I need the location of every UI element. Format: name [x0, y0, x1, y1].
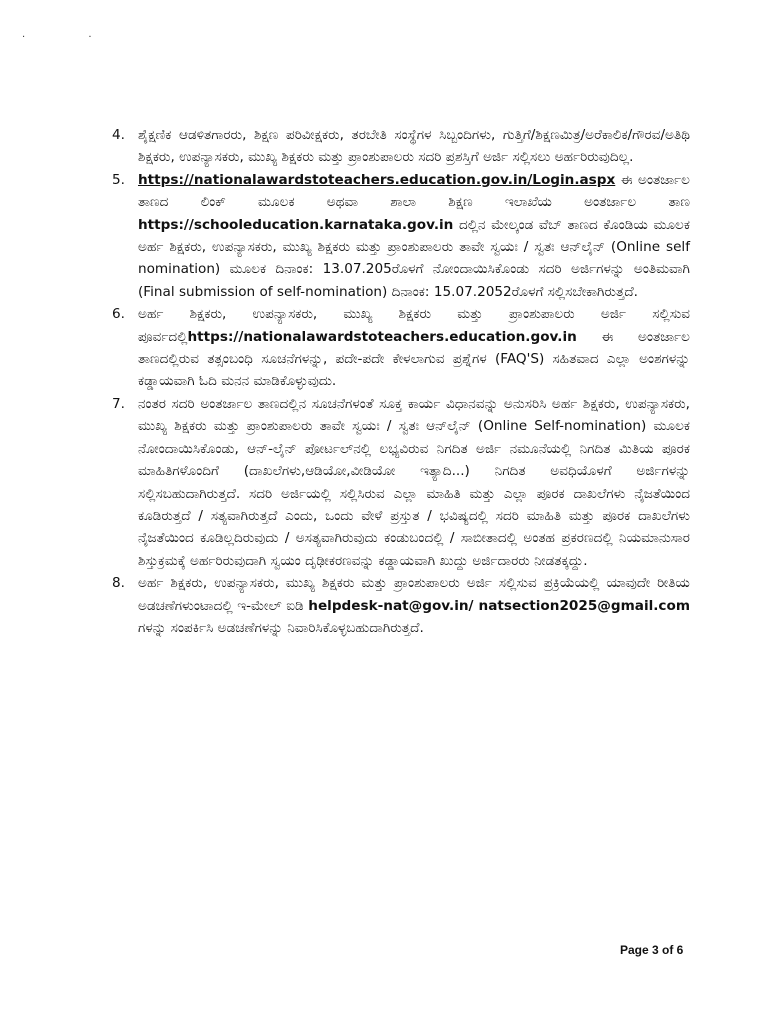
item-text: ಅರ್ಹ ಶಿಕ್ಷಕರು, ಉಪನ್ಯಾಸಕರು, ಮುಖ್ಯ ಶಿಕ್ಷಕರು ಮತ್ತು ಪ್ರಾಂಶುಪಾಲರು ಅರ್ಜಿ ಸಲ್ಲಿಸುವ ಪೂರ್ವದಲ್ಲಿ [138, 306, 690, 345]
item-text: ಶೈಕ್ಷಣಿಕ ಆಡಳಿತಗಾರರು, ಶಿಕ್ಷಣ ಪರಿವೀಕ್ಷಕರು, ತರಬೇತಿ ಸಂಸ್ಥೆಗಳ ಸಿಬ್ಬಂದಿಗಳು, ಗುತ್ತಿಗೆ/ಶಿಕ್ಷಣಮಿತ್ರ/ಅರೆಕಾಲಿಕ/ಗೌರವ/ಅತಿಥಿ ಶಿಕ್ಷಕರು, ಉಪನ್ಯಾಸಕರು, ಮುಖ್ಯ ಶಿಕ್ಷಕರು ಮತ್ತು ಪ್ರಾಂಶುಪಾಲರು ಸದರಿ ಪ್ರಶಸ್ತಿಗೆ ಅರ್ಜಿ ಸಲ್ಲಿಸಲು ಅರ್ಹರಿರುವುದಿಲ್ಲ. [138, 127, 690, 166]
item-text: ಈ ಅಂತರ್ಜಾಲ ತಾಣದಲ್ಲಿರುವ ತತ್ಸಂಬಂಧಿ ಸೂಚನೆಗಳನ್ನು, ಪದೇ-ಪದೇ ಕೇಳಲಾಗುವ ಪ್ರಶ್ನೆಗಳ (FAQ'S) ಸಹಿತವಾದ ಎಲ್ಲಾ ಅಂಶಗಳನ್ನು ಕಡ್ಡಾಯವಾಗಿ ಓದಿ ಮನನ ಮಾಡಿಕೊಳ್ಳುವುದು. [138, 328, 690, 390]
list-number: 6. [112, 306, 125, 323]
awards-portal-link[interactable]: https://nationalawardstoteachers.education.gov.in [187, 328, 577, 345]
item-text: ಅರ್ಹ ಶಿಕ್ಷಕರು, ಉಪನ್ಯಾಸಕರು, ಮುಖ್ಯ ಶಿಕ್ಷಕರು ಮತ್ತು ಪ್ರಾಂಶುಪಾಲರು ಅರ್ಜಿ ಸಲ್ಲಿಸುವ ಪ್ರಕ್ರಿಯೆಯಲ್ಲಿ ಯಾವುದೇ ರೀತಿಯ ಅಡಚಣೆಗಳುಂಟಾದಲ್ಲಿ ಇ-ಮೇಲ್ ಐಡಿ [138, 575, 690, 614]
item-text: ನಂತರ ಸದರಿ ಅಂತರ್ಜಾಲ ತಾಣದಲ್ಲಿನ ಸೂಚನೆಗಳಂತೆ ಸೂಕ್ತ ಕಾರ್ಯ ವಿಧಾನವನ್ನು ಅನುಸರಿಸಿ ಅರ್ಹ ಶಿಕ್ಷಕರು, ಉಪನ್ಯಾಸಕರು, ಮುಖ್ಯ ಶಿಕ್ಷಕರು ಮತ್ತು ಪ್ರಾಂಶುಪಾಲರು ತಾವೇ ಸ್ವಯಃ / ಸ್ವತಃ ಆನ್‌ಲೈನ್ (Online Self-nomination) ಮೂಲಕ ನೋಂದಾಯಿಸಿಕೊಂಡು, ಆನ್-ಲೈನ್ ಪೋರ್ಟಲ್‌ನಲ್ಲಿ ಲಭ್ಯವಿರುವ ನಿಗದಿತ ಅರ್ಜಿ ನಮೂನೆಯಲ್ಲಿ ನಿಗದಿತ ಮಿತಿಯ ಪೂರಕ ಮಾಹಿತಿಗಳೊಂದಿಗೆ (ದಾಖಲೆಗಳು,ಆಡಿಯೋ,ವೀಡಿಯೋ ಇತ್ಯಾದಿ...) ನಿಗದಿತ ಅವಧಿಯೊಳಗೆ ಅರ್ಜಿಗಳನ್ನು ಸಲ್ಲಿಸಬಹುದಾಗಿರುತ್ತದೆ. ಸದರಿ ಅರ್ಜಿಯಲ್ಲಿ ಸಲ್ಲಿಸಿರುವ ಎಲ್ಲಾ ಮಾಹಿತಿ ಮತ್ತು ಎಲ್ಲಾ ಪೂರಕ ದಾಖಲೆಗಳು ನೈಜತೆಯಿಂದ ಕೂಡಿರುತ್ತದೆ / ಸತ್ಯವಾಗಿರುತ್ತದೆ ಎಂದು, ಒಂದು ವೇಳೆ ಪ್ರಸ್ತುತ / ಭವಿಷ್ಯದಲ್ಲಿ ಸದರಿ ಮಾಹಿತಿ ಮತ್ತು ಪೂರಕ ದಾಖಲೆಗಳು ನೈಜತೆಯಿಂದ ಕೂಡಿಲ್ಲದಿರುವುದು / ಅಸತ್ಯವಾಗಿರುವುದು ಕಂಡುಬಂದಲ್ಲಿ / ಸಾಬೀತಾದಲ್ಲಿ ಅಂತಹ ಪ್ರಕರಣದಲ್ಲಿ ನಿಯಮಾನುಸಾರ ಶಿಸ್ತುಕ್ರಮಕ್ಕೆ ಅರ್ಹರಿರುವುದಾಗಿ ಸ್ವಯಂ ದೃಢೀಕರಣವನ್ನು ಕಡ್ಡಾಯವಾಗಿ ಖುದ್ದು ಅರ್ಜಿದಾರರು ನೀಡತಕ್ಕದ್ದು. [138, 395, 690, 569]
list-number: 5. [112, 171, 125, 188]
list-item-8 [112, 572, 690, 639]
list-number: 7. [112, 395, 125, 412]
item-text: ಈ ಅಂತರ್ಜಾಲ ತಾಣದ ಲಿಂಕ್ ಮೂಲಕ ಅಥವಾ ಶಾಲಾ ಶಿಕ್ಷಣ ಇಲಾಖೆಯ ಅಂತರ್ಜಾಲ ತಾಣ [138, 171, 690, 211]
document-body [112, 124, 690, 639]
list-number: 4. [112, 127, 125, 143]
nomination-portal-link[interactable]: https://nationalawardstoteachers.education.gov.in/Login.aspx [138, 171, 616, 188]
school-education-link[interactable]: https://schooleducation.karnataka.gov.in [138, 216, 454, 233]
page-number: Page 3 of 6 [620, 943, 684, 957]
list-item-4 [112, 124, 690, 169]
list-number: 8. [112, 575, 125, 592]
list-item-7 [112, 393, 690, 572]
item-text: ಗಳನ್ನು ಸಂಪರ್ಕಿಸಿ ಅಡಚಣೆಗಳನ್ನು ನಿವಾರಿಸಿಕೊಳ್ಳಬಹುದಾಗಿರುತ್ತದೆ. [138, 619, 424, 636]
scan-specks: · · [22, 32, 122, 43]
list-item-5 [112, 169, 690, 303]
helpdesk-emails[interactable]: helpdesk-nat@gov.in/ natsection2025@gmail.com [308, 597, 690, 614]
item-text: ದಲ್ಲಿನ ಮೇಲ್ಕಂಡ ವೆಬ್ ತಾಣದ ಕೊಂಡಿಯ ಮೂಲಕ ಅರ್ಹ ಶಿಕ್ಷಕರು, ಉಪನ್ಯಾಸಕರು, ಮುಖ್ಯ ಶಿಕ್ಷಕರು ಮತ್ತು ಪ್ರಾಂಶುಪಾಲರು ತಾವೇ ಸ್ವಯಃ / ಸ್ವತಃ ಆನ್‌ಲೈನ್ (Online self nomination) ಮೂಲಕ ದಿನಾಂಕ: 13.07.205ರೊಳಗೆ ನೋಂದಾಯಿಸಿಕೊಂಡು ಸದರಿ ಅರ್ಜಿಗಳನ್ನು ಅಂತಿಮವಾಗಿ (Final submission of self-nomination) ದಿನಾಂಕ: 15.07.2052ರೊಳಗೆ ಸಲ್ಲಿಸಬೇಕಾಗಿರುತ್ತದೆ. [138, 216, 690, 300]
list-item-6 [112, 303, 690, 393]
